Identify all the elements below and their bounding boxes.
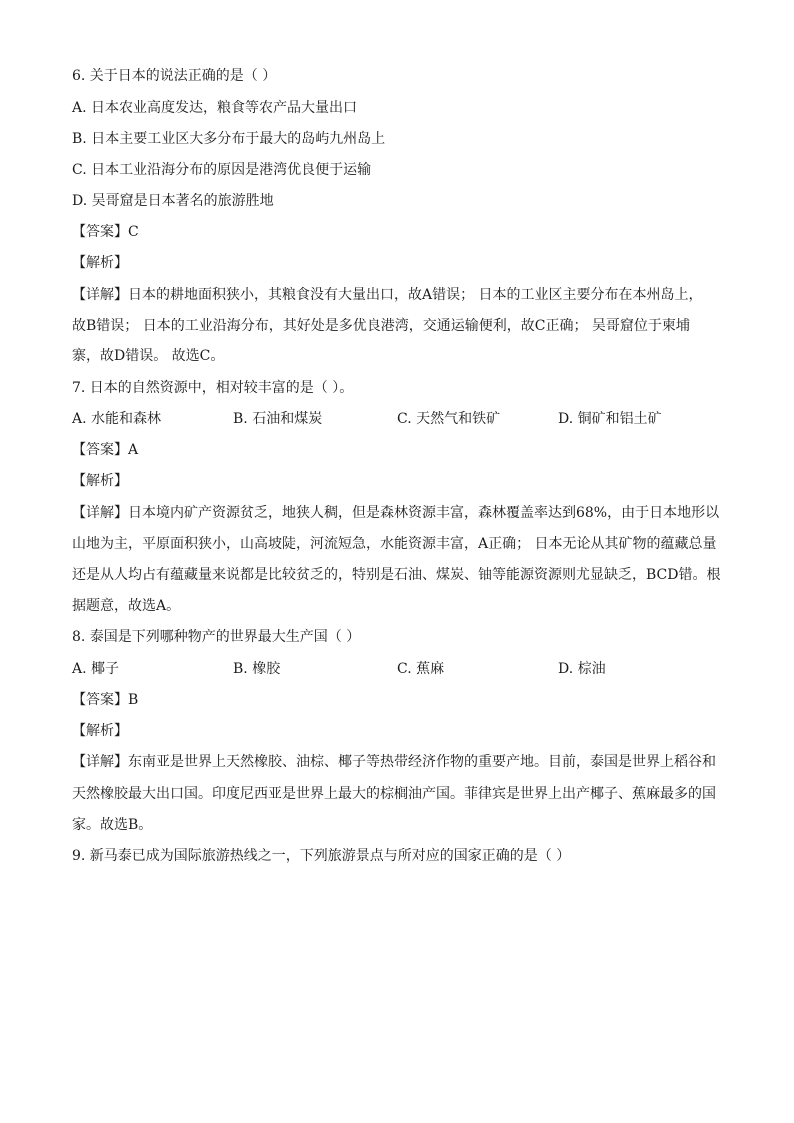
question-6-answer: 【答案】C [72, 224, 139, 240]
question-6-option-c: C. 日本工业沿海分布的原因是港湾优良便于运输 [72, 162, 372, 178]
question-8-stem: 8. 泰国是下列哪种物产的世界最大生产国（ ） [72, 629, 361, 645]
question-7-detail-line-1: 【详解】日本境内矿产资源贫乏，地狭人稠，但是森林资源丰富，森林覆盖率达到68%，由于日本地形以 [72, 505, 720, 521]
question-6-detail-line-1: 【详解】日本的耕地面积狭小，其粮食没有大量出口，故A错误； 日本的工业区主要分布在本州岛上， [72, 287, 703, 303]
question-7-detail-line-4: 据题意，故选A。 [72, 598, 181, 614]
question-8-detail-line-3: 家。故选B。 [72, 817, 153, 833]
question-7-detail-line-3: 还是从人均占有蕴藏量来说都是比较贫乏的，特别是石油、煤炭、铀等能源资源则尤显缺乏，BCD错。根 [72, 567, 721, 583]
question-7-option-a: A. 水能和森林 [72, 411, 162, 427]
question-7-answer: 【答案】A [72, 442, 139, 458]
question-6-option-a: A. 日本农业高度发达，粮食等农产品大量出口 [72, 100, 358, 116]
question-6-analysis-label: 【解析】 [72, 255, 128, 271]
question-8-detail-line-2: 天然橡胶最大出口国。印度尼西亚是世界上最大的棕榈油产国。菲律宾是世界上出产椰子、蕉麻最多的国 [72, 786, 716, 802]
question-8-option-c: C. 蕉麻 [397, 661, 445, 677]
question-7-option-b: B. 石油和煤炭 [233, 411, 323, 427]
question-7-analysis-label: 【解析】 [72, 473, 128, 489]
question-6-detail-line-2: 故B错误； 日本的工业沿海分布，其好处是多优良港湾，交通运输便利，故C正确； 吴哥窟位于柬埔 [72, 318, 690, 334]
question-6-stem: 6. 关于日本的说法正确的是（ ） [72, 68, 277, 84]
question-8-analysis-label: 【解析】 [72, 723, 128, 739]
question-7-detail-line-2: 山地为主，平原面积狭小，山高坡陡，河流短急，水能资源丰富，A正确； 日本无论从其矿物的蕴藏总量 [72, 536, 717, 552]
question-8-detail-line-1: 【详解】东南亚是世界上天然橡胶、油棕、椰子等热带经济作物的重要产地。目前，泰国是世界上稻谷和 [72, 754, 716, 770]
question-9-stem: 9. 新马泰已成为国际旅游热线之一，下列旅游景点与所对应的国家正确的是（ ） [72, 848, 571, 864]
question-6-detail-line-3: 寨，故D错误。 故选C。 [72, 348, 225, 364]
question-7-option-c: C. 天然气和铁矿 [397, 411, 501, 427]
question-6-option-d: D. 吴哥窟是日本著名的旅游胜地 [72, 193, 274, 209]
question-8-option-a: A. 椰子 [72, 661, 120, 677]
question-6-option-b: B. 日本主要工业区大多分布于最大的岛屿九州岛上 [72, 131, 386, 147]
question-8-answer: 【答案】B [72, 692, 139, 708]
question-8-option-d: D. 棕油 [558, 661, 606, 677]
question-7-stem: 7. 日本的自然资源中，相对较丰富的是（ ）。 [72, 380, 354, 396]
question-8-option-b: B. 橡胶 [233, 661, 281, 677]
question-7-option-d: D. 铜矿和铝土矿 [558, 411, 662, 427]
